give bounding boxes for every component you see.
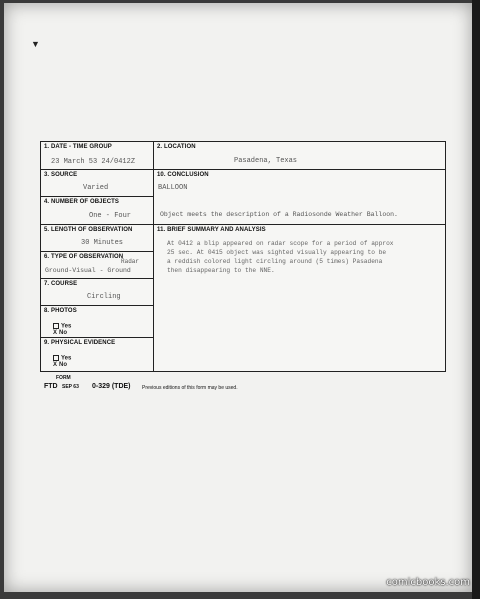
length-of-observation-cell [41, 225, 153, 252]
summary-label: 11. BRIEF SUMMARY AND ANALYSIS [157, 227, 266, 233]
form-word: FORM [56, 375, 71, 381]
checkbox-icon [53, 323, 59, 329]
summary-text [167, 239, 443, 275]
scan-edge [472, 0, 480, 599]
physical-no-label: No [59, 362, 68, 368]
form-code-number: 0-329 (TDE) [92, 383, 131, 390]
number-of-objects-cell [41, 197, 153, 225]
physical-evidence-cell [41, 338, 153, 371]
summary-cell [154, 225, 445, 371]
physical-yes-option [53, 355, 71, 362]
course-cell [41, 279, 153, 306]
course-value: Circling [87, 293, 121, 301]
physical-no-option [53, 362, 67, 368]
checked-mark-icon: X [53, 362, 58, 368]
number-of-objects-value: One - Four [89, 212, 132, 220]
course-label: 7. COURSE [44, 281, 78, 287]
location-label: 2. LOCATION [157, 144, 196, 150]
date-time-label: 1. DATE - TIME GROUP [44, 144, 112, 150]
source-label: 3. SOURCE [44, 172, 78, 178]
type-of-observation-value: Ground-Visual - Ground [45, 267, 131, 274]
summary-line: a reddish colored light circling around (5 times) Pasadena [167, 258, 383, 265]
summary-line: At 0412 a blip appeared on radar scope for a period of approx [167, 240, 394, 247]
photos-yes-label: Yes [61, 323, 72, 330]
summary-line: 25 sec. At 0415 object was sighted visually appearing to be [167, 249, 387, 256]
type-of-observation-extra: Radar [121, 258, 140, 265]
source-cell [41, 170, 153, 197]
conclusion-value: BALLOON [158, 184, 188, 192]
form-code-date: SEP 63 [62, 384, 79, 390]
photos-no-label: No [59, 330, 68, 336]
length-of-observation-label: 5. LENGTH OF OBSERVATION [44, 227, 133, 233]
physical-evidence-label: 9. PHYSICAL EVIDENCE [44, 340, 116, 346]
checked-mark-icon: X [53, 330, 58, 336]
summary-line: then disappearing to the NNE. [167, 267, 275, 274]
source-value: Varied [83, 184, 109, 192]
checkbox-icon [53, 355, 59, 361]
number-of-objects-label: 4. NUMBER OF OBJECTS [44, 199, 120, 205]
location-value: Pasadena, Texas [234, 157, 298, 165]
form-code-ftd: FTD [44, 383, 58, 390]
location-cell [154, 142, 445, 170]
corner-mark: ▼ [31, 39, 40, 49]
watermark: comicbooks.com [386, 577, 470, 588]
physical-yes-label: Yes [61, 355, 72, 362]
conclusion-cell [154, 170, 445, 225]
conclusion-text: Object meets the description of a Radiosonde Weather Balloon. [160, 211, 398, 218]
document-page [4, 3, 472, 592]
photos-label: 8. PHOTOS [44, 308, 77, 314]
photos-yes-option [53, 323, 71, 330]
form-edition-note: Previous editions of this form may be used. [142, 385, 238, 391]
photos-cell [41, 306, 153, 338]
type-of-observation-cell [41, 252, 153, 279]
conclusion-label: 10. CONCLUSION [157, 172, 209, 178]
date-time-value: 23 March 53 24/0412Z [51, 158, 136, 166]
form-left-column [41, 142, 154, 371]
project-card-form [40, 141, 446, 372]
photos-no-option [53, 330, 67, 336]
type-of-observation-label: 6. TYPE OF OBSERVATION [44, 254, 124, 260]
form-right-column [154, 142, 445, 371]
length-of-observation-value: 30 Minutes [81, 239, 124, 247]
date-time-cell [41, 142, 153, 170]
